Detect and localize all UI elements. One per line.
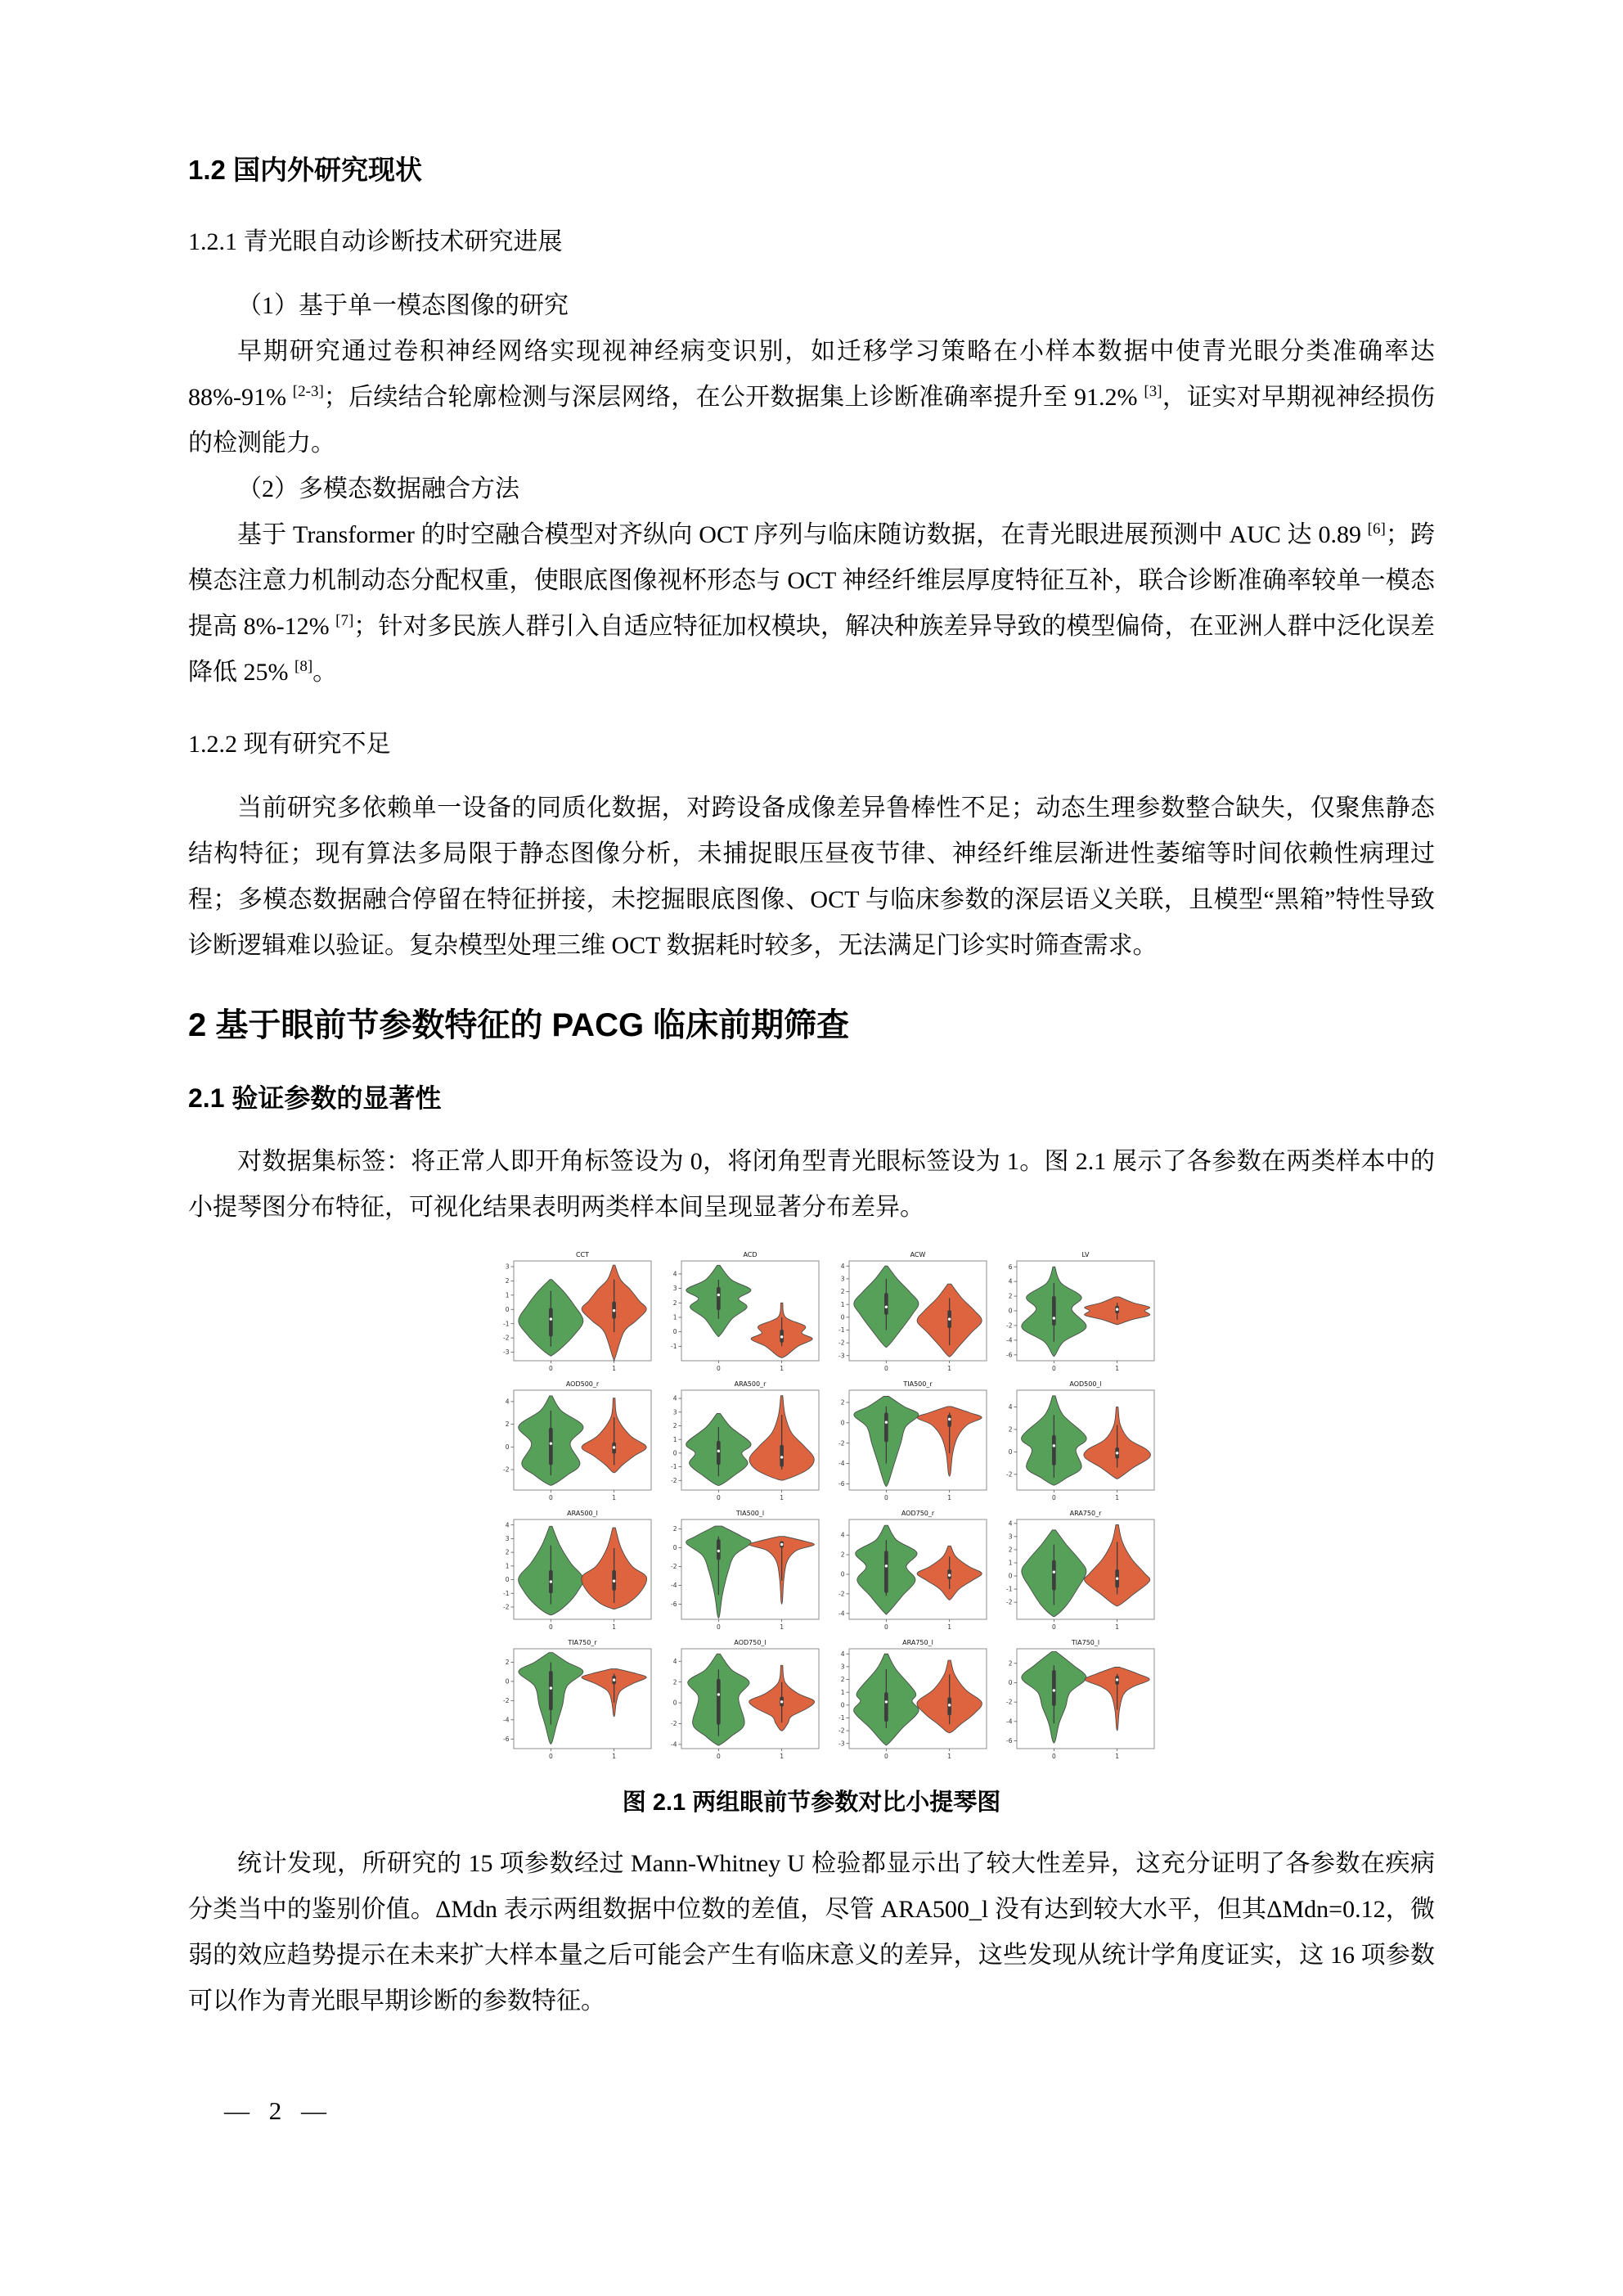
svg-text:2: 2	[840, 1398, 845, 1407]
violin-panel-CCT	[491, 1249, 659, 1378]
svg-text:AOD500_l: AOD500_l	[1069, 1380, 1102, 1388]
svg-text:1: 1	[947, 1753, 952, 1760]
paragraph-statistics	[188, 1841, 1435, 2024]
svg-text:-1: -1	[1006, 1585, 1013, 1593]
violin-panel-LV	[994, 1249, 1162, 1378]
svg-text:1: 1	[1115, 1365, 1120, 1372]
svg-text:1: 1	[1008, 1559, 1013, 1567]
svg-text:0: 0	[672, 1328, 677, 1336]
svg-text:CCT: CCT	[575, 1251, 590, 1258]
svg-text:-2: -2	[503, 1334, 510, 1342]
subsection-heading-1-2-2: 1.2.2 现有研究不足	[188, 731, 391, 758]
svg-text:1: 1	[612, 1494, 617, 1501]
svg-text:TIA750_l: TIA750_l	[1071, 1639, 1100, 1646]
violin-panel-ACW	[826, 1249, 994, 1378]
svg-text:1: 1	[612, 1753, 617, 1760]
svg-text:ARA500_r: ARA500_r	[734, 1380, 767, 1388]
svg-text:2: 2	[505, 1659, 510, 1667]
svg-text:1: 1	[612, 1365, 617, 1372]
svg-text:3: 3	[840, 1275, 845, 1283]
svg-text:1: 1	[1115, 1623, 1120, 1631]
svg-text:ACW: ACW	[910, 1251, 926, 1258]
text-run: （2）多模态数据融合方法	[237, 475, 519, 502]
svg-text:3: 3	[505, 1263, 510, 1271]
svg-text:2: 2	[505, 1277, 510, 1285]
svg-text:-2: -2	[671, 1563, 677, 1571]
paragraph-dataset-labels	[188, 1139, 1435, 1231]
svg-text:4: 4	[672, 1394, 677, 1402]
svg-text:AOD750_r: AOD750_r	[901, 1510, 935, 1517]
svg-text:-2: -2	[838, 1590, 845, 1598]
svg-text:0: 0	[672, 1449, 677, 1457]
svg-text:4: 4	[840, 1531, 845, 1539]
svg-text:0: 0	[840, 1313, 845, 1321]
svg-text:2: 2	[840, 1551, 845, 1559]
svg-text:-2: -2	[1006, 1321, 1013, 1330]
svg-text:0: 0	[883, 1753, 888, 1760]
svg-text:0: 0	[1051, 1365, 1056, 1372]
reference-superscript: [7]	[335, 612, 354, 629]
svg-text:-1: -1	[838, 1326, 845, 1335]
reference-superscript: [3]	[1144, 383, 1162, 400]
text-run: 统计发现，所研究的 15 项参数经过 Mann-Whitney U 检验都显示出了较大性差异，这充分证明了各参数在疾病分类当中的鉴别价值。ΔMdn 表示两组数据中位数的差值，尽管 ARA500_l 没有达到较大水平，但其ΔMdn=0.12，微弱的效应趋势提示在未来扩大样本量之后可能会产生有临床意义的差异，这些发现从统计学角度证实，这 16 项参数可以作为青光眼早期诊断的参数特征。	[188, 1850, 1435, 2015]
text-run: ；后续结合轮廓检测与深层网络，在公开数据集上诊断准确率提升至 91.2%	[323, 384, 1144, 411]
svg-text:-1: -1	[503, 1589, 510, 1597]
svg-text:-2: -2	[503, 1465, 510, 1474]
svg-text:AOD750_l: AOD750_l	[734, 1639, 767, 1646]
violin-panel-ACD	[659, 1249, 826, 1378]
svg-text:4: 4	[672, 1270, 677, 1278]
svg-text:6: 6	[1008, 1263, 1013, 1271]
svg-text:4: 4	[505, 1521, 510, 1529]
svg-text:4: 4	[840, 1650, 845, 1658]
violin-panel-ARA500_l	[491, 1507, 659, 1636]
chapter-heading-2: 2 基于眼前节参数特征的 PACG 临床前期筛查	[188, 1007, 850, 1043]
svg-text:0: 0	[840, 1570, 845, 1578]
svg-text:2: 2	[1008, 1659, 1013, 1668]
svg-text:-2: -2	[1006, 1470, 1013, 1479]
svg-text:-2: -2	[838, 1339, 845, 1347]
svg-text:-6: -6	[1006, 1737, 1013, 1745]
svg-text:-4: -4	[838, 1460, 845, 1468]
svg-text:ARA750_l: ARA750_l	[902, 1639, 933, 1646]
svg-text:-3: -3	[503, 1348, 510, 1357]
svg-text:0: 0	[1008, 1447, 1013, 1456]
svg-text:-4: -4	[671, 1740, 677, 1749]
svg-text:1: 1	[1115, 1753, 1120, 1760]
svg-text:2: 2	[1008, 1546, 1013, 1554]
violin-panel-AOD750_r	[826, 1507, 994, 1636]
text-run: 对数据集标签：将正常人即开角标签设为 0，将闭角型青光眼标签设为 1。图 2.1 展示了各参数在两类样本中的小提琴图分布特征，可视化结果表明两类样本间呈现显著分布差异。	[188, 1148, 1435, 1221]
svg-text:-4: -4	[1006, 1336, 1013, 1344]
svg-text:0: 0	[548, 1623, 553, 1631]
svg-text:2: 2	[840, 1676, 845, 1684]
svg-text:4: 4	[1008, 1403, 1013, 1411]
text-run: 当前研究多依赖单一设备的同质化数据，对跨设备成像差异鲁棒性不足；动态生理参数整合缺失，仅聚焦静态结构特征；现有算法多局限于静态图像分析，未捕捉眼压昼夜节律、神经纤维层渐进性萎缩等时间依赖性病理过程；多模态数据融合停留在特征拼接，未挖掘眼底图像、OCT 与临床参数的深层语义关联，且模型“黑箱”特性导致诊断逻辑难以验证。复杂模型处理三维 OCT 数据耗时较多，无法满足门诊实时筛查需求。	[188, 795, 1435, 959]
svg-text:2: 2	[672, 1299, 677, 1307]
violin-panel-TIA750_r	[491, 1636, 659, 1766]
svg-text:1: 1	[780, 1753, 785, 1760]
text-run: 基于 Transformer 的时空融合模型对齐纵向 OCT 序列与临床随访数据，在青光眼进展预测中 AUC 达 0.89	[237, 521, 1368, 548]
svg-text:0: 0	[1051, 1494, 1056, 1501]
svg-text:-1: -1	[671, 1463, 677, 1471]
svg-text:ARA750_r: ARA750_r	[1069, 1510, 1102, 1517]
svg-text:1: 1	[672, 1313, 677, 1321]
violin-panel-AOD750_l	[659, 1636, 826, 1766]
svg-text:TIA500_r: TIA500_r	[903, 1380, 933, 1388]
violin-panel-TIA750_l	[994, 1636, 1162, 1766]
svg-text:0: 0	[548, 1753, 553, 1760]
svg-text:LV: LV	[1081, 1251, 1090, 1258]
svg-text:0: 0	[716, 1753, 721, 1760]
svg-text:-2: -2	[503, 1603, 510, 1611]
svg-text:-1: -1	[503, 1320, 510, 1328]
svg-text:2: 2	[505, 1548, 510, 1556]
svg-text:-2: -2	[1006, 1698, 1013, 1706]
svg-text:1: 1	[505, 1562, 510, 1570]
paragraph-item-2	[188, 466, 1435, 512]
violin-panel-AOD500_r	[491, 1378, 659, 1507]
violin-panel-AOD500_l	[994, 1378, 1162, 1507]
svg-text:-4: -4	[503, 1716, 510, 1724]
svg-text:0: 0	[840, 1701, 845, 1709]
figure-caption: 图 2.1 两组眼前节参数对比小提琴图	[622, 1790, 1001, 1816]
svg-text:0: 0	[716, 1365, 721, 1372]
text-run: ；针对多民族人群引入自适应特征加权模块，解决种族差异导致的模型偏倚，在亚洲人群中泛化误差降低 25%	[188, 613, 1435, 686]
violin-panel-ARA750_r	[994, 1507, 1162, 1636]
svg-text:0: 0	[883, 1623, 888, 1631]
svg-text:4: 4	[505, 1398, 510, 1406]
svg-text:0: 0	[883, 1494, 888, 1501]
svg-text:1: 1	[1115, 1494, 1120, 1501]
svg-text:-6: -6	[503, 1735, 510, 1743]
violin-plot-grid	[218, 1249, 1435, 1766]
text-run: 早期研究通过卷积神经网络实现视神经病变识别，如迁移学习策略在小样本数据中使青光眼分类准确率达 88%-91%	[188, 338, 1435, 411]
svg-text:1: 1	[672, 1435, 677, 1443]
svg-text:3: 3	[672, 1285, 677, 1293]
svg-text:0: 0	[716, 1494, 721, 1501]
svg-text:-2: -2	[671, 1476, 677, 1484]
svg-text:2: 2	[672, 1678, 677, 1686]
svg-text:-1: -1	[671, 1342, 677, 1350]
subsection-heading-1-2-1: 1.2.1 青光眼自动诊断技术研究进展	[188, 228, 563, 255]
svg-text:0: 0	[548, 1494, 553, 1501]
figure-2-1	[188, 1249, 1435, 1817]
violin-panel-TIA500_l	[659, 1507, 826, 1636]
violin-panel-ARA500_r	[659, 1378, 826, 1507]
svg-text:2: 2	[672, 1422, 677, 1430]
text-run: ，证实对早期视神经损伤的检测能力。	[188, 384, 1435, 457]
reference-superscript: [2-3]	[292, 383, 324, 400]
svg-text:TIA750_r: TIA750_r	[568, 1639, 597, 1646]
svg-text:1: 1	[612, 1623, 617, 1631]
text-run: 。	[312, 659, 338, 686]
svg-text:3: 3	[840, 1663, 845, 1671]
text-run: （1）基于单一模态图像的研究	[237, 292, 569, 319]
svg-text:0: 0	[505, 1677, 510, 1686]
svg-text:1: 1	[780, 1365, 785, 1372]
svg-text:0: 0	[672, 1699, 677, 1707]
svg-text:ARA500_l: ARA500_l	[567, 1510, 598, 1517]
svg-text:3: 3	[1008, 1533, 1013, 1541]
svg-text:0: 0	[840, 1419, 845, 1427]
svg-text:-1: -1	[838, 1714, 845, 1722]
violin-panel-TIA500_r	[826, 1378, 994, 1507]
reference-superscript: [8]	[294, 658, 313, 675]
svg-text:-6: -6	[1006, 1351, 1013, 1359]
svg-text:1: 1	[947, 1494, 952, 1501]
svg-text:0: 0	[1008, 1572, 1013, 1580]
svg-text:-3: -3	[838, 1352, 845, 1360]
svg-text:-6: -6	[671, 1600, 677, 1609]
svg-text:-2: -2	[503, 1696, 510, 1704]
svg-text:4: 4	[672, 1657, 677, 1665]
svg-text:AOD500_r: AOD500_r	[565, 1380, 600, 1388]
svg-text:0: 0	[1008, 1679, 1013, 1687]
svg-text:1: 1	[947, 1365, 952, 1372]
paragraph-item-1	[188, 283, 1435, 329]
svg-text:-4: -4	[671, 1582, 677, 1590]
svg-text:0: 0	[883, 1365, 888, 1372]
svg-text:-6: -6	[838, 1480, 845, 1488]
svg-text:-4: -4	[1006, 1717, 1013, 1726]
svg-text:2: 2	[672, 1525, 677, 1533]
svg-text:0: 0	[505, 1576, 510, 1584]
svg-text:2: 2	[1008, 1292, 1013, 1300]
svg-text:0: 0	[1008, 1307, 1013, 1315]
svg-text:2: 2	[1008, 1425, 1013, 1434]
svg-text:4: 4	[1008, 1519, 1013, 1528]
svg-text:0: 0	[1051, 1623, 1056, 1631]
svg-text:0: 0	[505, 1305, 510, 1313]
svg-text:3: 3	[672, 1408, 677, 1416]
svg-text:1: 1	[780, 1494, 785, 1501]
reference-superscript: [6]	[1367, 520, 1386, 538]
svg-text:4: 4	[1008, 1277, 1013, 1285]
section-heading-1-2: 1.2 国内外研究现状	[188, 155, 423, 185]
svg-text:-2: -2	[838, 1439, 845, 1447]
svg-text:1: 1	[947, 1623, 952, 1631]
svg-text:ACD: ACD	[743, 1251, 758, 1258]
svg-text:3: 3	[505, 1534, 510, 1542]
svg-text:-2: -2	[671, 1720, 677, 1728]
svg-text:4: 4	[840, 1262, 845, 1270]
paragraph-shortcomings	[188, 786, 1435, 969]
svg-text:-3: -3	[838, 1740, 845, 1748]
svg-text:2: 2	[505, 1420, 510, 1429]
svg-text:1: 1	[840, 1688, 845, 1696]
svg-text:0: 0	[548, 1365, 553, 1372]
svg-text:0: 0	[1051, 1753, 1056, 1760]
svg-text:-2: -2	[838, 1727, 845, 1735]
svg-text:1: 1	[780, 1623, 785, 1631]
svg-text:0: 0	[505, 1443, 510, 1451]
section-heading-2-1: 2.1 验证参数的显著性	[188, 1083, 442, 1113]
svg-text:1: 1	[840, 1300, 845, 1308]
svg-text:0: 0	[716, 1623, 721, 1631]
violin-panel-ARA750_l	[826, 1636, 994, 1766]
page-number: — 2 —	[224, 2096, 333, 2125]
paragraph-single-modal	[188, 329, 1435, 466]
svg-text:1: 1	[505, 1291, 510, 1299]
svg-text:0: 0	[672, 1544, 677, 1552]
svg-text:-4: -4	[838, 1609, 845, 1618]
svg-text:-2: -2	[1006, 1598, 1013, 1606]
text-run: ；跨模态注意力机制动态分配权重，使眼底图像视杯形态与 OCT 神经纤维层厚度特征互补，联合诊断准确率较单一模态提高 8%-12%	[188, 521, 1436, 640]
svg-text:TIA500_l: TIA500_l	[735, 1510, 765, 1517]
paragraph-multimodal	[188, 512, 1435, 696]
svg-text:2: 2	[840, 1288, 845, 1296]
